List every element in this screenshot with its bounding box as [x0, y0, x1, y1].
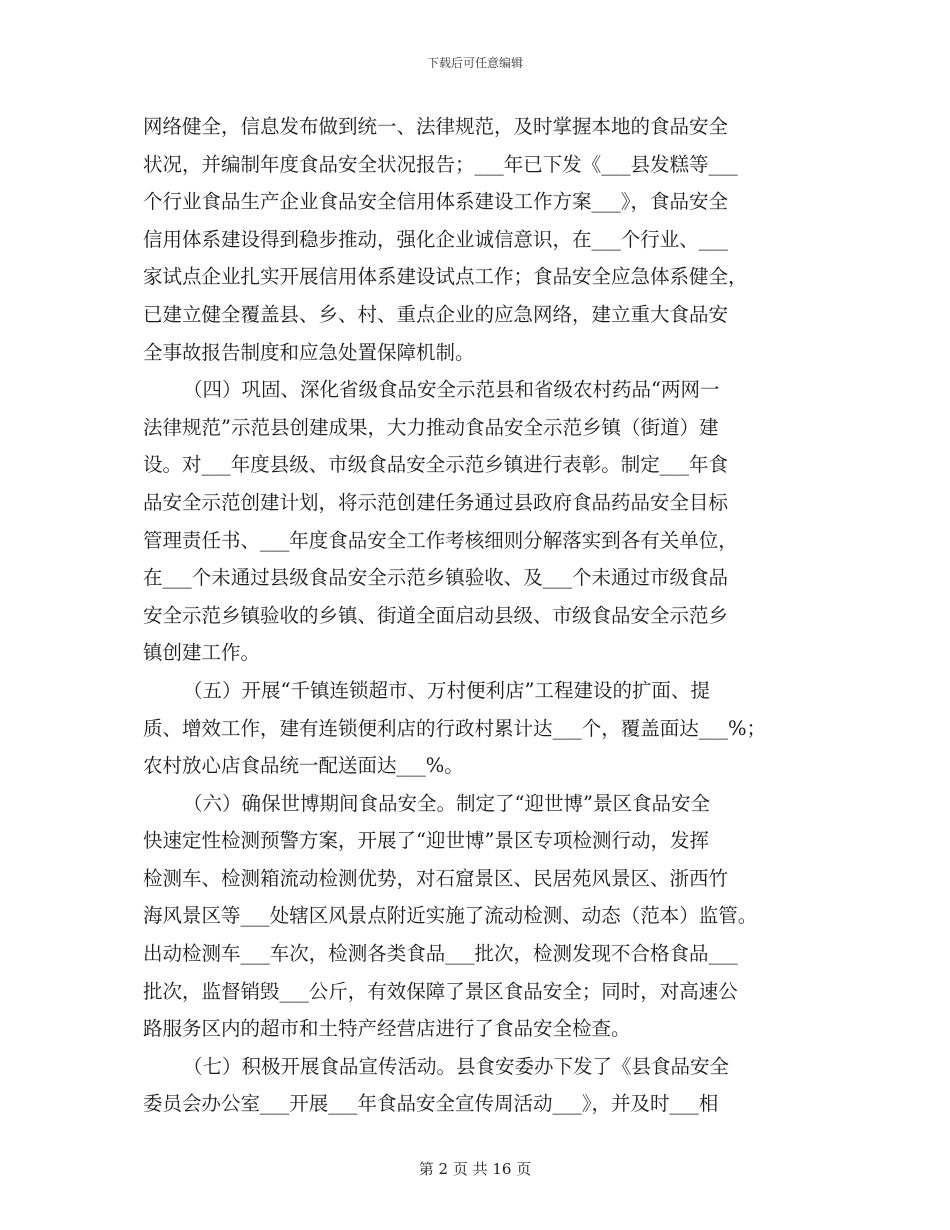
text-line: 农村放心店食品统一配送面达___%。 [143, 754, 464, 778]
text-line: 海风景区等___处辖区风景点附近实施了流动检测、动态（范本）监管。 [143, 904, 758, 928]
text-line: 法律规范”示范县创建成果，大力推动食品安全示范乡镇（街道）建 [143, 415, 719, 439]
text-line: 状况，并编制年度食品安全状况报告；___年已下发《___县发糕等___ [143, 152, 738, 176]
text-line: 家试点企业扎实开展信用体系建设试点工作；食品安全应急体系健全， [143, 265, 748, 289]
text-line: 批次，监督销毁___公斤，有效保障了景区食品安全；同时，对高速公 [143, 979, 738, 1003]
text-line: 在___个未通过县级食品安全示范乡镇验收、及___个未通过市级食品 [143, 566, 729, 590]
text-line: 设。对___年度县级、市级食品安全示范乡镇进行表彰。制定___年食 [143, 453, 729, 477]
text-line: 检测车、检测箱流动检测优势，对石窟景区、民居苑风景区、浙西竹 [143, 866, 729, 890]
section-heading-5: （五）开展“千镇连锁超市、万村便利店”工程建设的扩面、提 [183, 678, 710, 702]
section-heading-6: （六）确保世博期间食品安全。制定了“迎世博”景区食品安全 [183, 791, 710, 815]
text-line: 个行业食品生产企业食品安全信用体系建设工作方案___》，食品安全 [143, 190, 729, 214]
text-line: 快速定性检测预警方案，开展了“迎世博”景区专项检测行动，发挥 [143, 829, 709, 853]
section-heading-7: （七）积极开展食品宣传活动。县食安委办下发了《县食品安全 [183, 1054, 730, 1078]
text-line: 全事故报告制度和应急处置保障机制。 [143, 340, 475, 364]
section-heading-4: （四）巩固、深化省级食品安全示范县和省级农村药品“两网一 [183, 378, 720, 402]
text-line: 质、增效工作，建有连锁便利店的行政村累计达___个，覆盖面达___%； [143, 716, 767, 740]
text-line: 品安全示范创建计划，将示范创建任务通过县政府食品药品安全目标 [143, 490, 729, 514]
text-line: 管理责任书、___年度食品安全工作考核细则分解落实到各有关单位， [143, 528, 738, 552]
text-line: 出动检测车___车次，检测各类食品___批次，检测发现不合格食品___ [143, 942, 738, 966]
text-line: 委员会办公室___开展___年食品安全宣传周活动___》，并及时___相 [143, 1092, 719, 1116]
text-line: 安全示范乡镇验收的乡镇、街道全面启动县级、市级食品安全示范乡 [143, 603, 729, 627]
text-line: 镇创建工作。 [143, 641, 261, 665]
page-header-note: 下载后可任意编辑 [426, 56, 523, 70]
text-line: 已建立健全覆盖县、乡、村、重点企业的应急网络，建立重大食品安 [143, 302, 729, 326]
page-number: 第 2 页 共 16 页 [418, 1160, 532, 1178]
document-body [143, 108, 813, 1123]
text-line: 网络健全，信息发布做到统一、法律规范，及时掌握本地的食品安全 [143, 115, 729, 138]
text-line: 路服务区内的超市和土特产经营店进行了食品安全检查。 [143, 1017, 631, 1041]
text-line: 信用体系建设得到稳步推动，强化企业诚信意识，在___个行业、___ [143, 227, 729, 251]
